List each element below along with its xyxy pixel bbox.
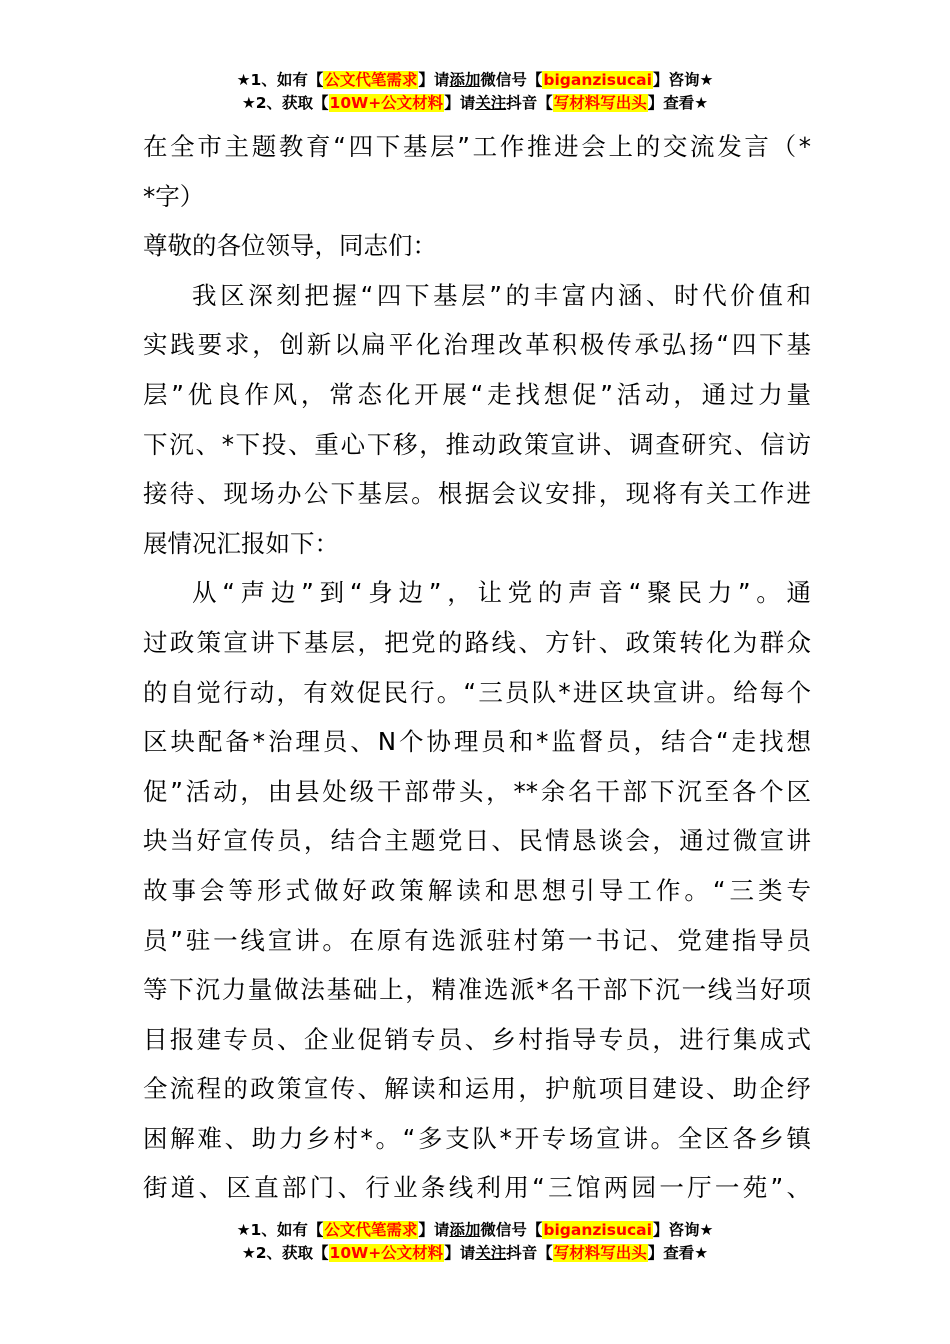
text-line: 实践要求，创新以扁平化治理改革积极传承弘扬“四下基 xyxy=(143,330,811,360)
text-line: 区块配备*治理员、N个协理员和*监督员，结合“走找想 xyxy=(143,727,811,757)
banner-line-2: ★2、获取【10W+公文材料】请关注抖音【写材料写出头】查看★ xyxy=(241,94,709,112)
paragraph-intro xyxy=(143,271,811,569)
banner-douyin-name: 写材料写出头 xyxy=(553,1244,647,1262)
text-line: 困解难、助力乡村*。“多支队*开专场宣讲。全区各乡镇 xyxy=(143,1123,811,1153)
banner-highlight: 10W+公文材料 xyxy=(329,94,444,112)
title-line: 在全市主题教育“四下基层”工作推进会上的交流发言（* xyxy=(143,132,811,161)
paragraph-policy xyxy=(143,568,811,1213)
title-line: *字） xyxy=(143,181,205,211)
text-line: 过政策宣讲下基层，把党的路线、方针、政策转化为群众 xyxy=(143,627,811,657)
banner-line-1: ★1、如有【公文代笔需求】请添加微信号【biganzisucai】咨询★ xyxy=(236,71,714,89)
text-line: 街道、区直部门、行业条线利用“三馆两园一厅一苑”、 xyxy=(143,1173,811,1203)
document-title xyxy=(143,122,811,221)
text-line: 接待、现场办公下基层。根据会议安排，现将有关工作进 xyxy=(143,479,811,509)
banner-line-2: ★2、获取【10W+公文材料】请关注抖音【写材料写出头】查看★ xyxy=(241,1244,709,1262)
banner-highlight: 公文代笔需求 xyxy=(324,71,418,89)
text-line: 展情况汇报如下： xyxy=(143,528,339,558)
banner-highlight: 10W+公文材料 xyxy=(329,1244,444,1262)
banner-wechat-id: biganzisucai xyxy=(543,1221,652,1239)
text-line: 层”优良作风，常态化开展“走找想促”活动，通过力量 xyxy=(143,379,811,409)
header-banner xyxy=(0,69,950,115)
banner-douyin-name: 写材料写出头 xyxy=(553,94,647,112)
salutation: 尊敬的各位领导，同志们： xyxy=(143,231,437,261)
text-line: 全流程的政策宣传、解读和运用，护航项目建设、助企纾 xyxy=(143,1074,811,1104)
banner-line-1: ★1、如有【公文代笔需求】请添加微信号【biganzisucai】咨询★ xyxy=(236,1221,714,1239)
text-line: 等下沉力量做法基础上，精准选派*名干部下沉一线当好项 xyxy=(143,975,811,1005)
text-line: 目报建专员、企业促销专员、乡村指导专员，进行集成式 xyxy=(143,1024,811,1054)
document-body xyxy=(143,122,811,1213)
footer-banner xyxy=(0,1219,950,1265)
banner-highlight: 公文代笔需求 xyxy=(324,1221,418,1239)
text-line: 下沉、*下投、重心下移，推动政策宣讲、调查研究、信访 xyxy=(143,429,811,459)
text-line: 故事会等形式做好政策解读和思想引导工作。“三类专 xyxy=(143,875,811,905)
banner-wechat-id: biganzisucai xyxy=(543,71,652,89)
text-line: 的自觉行动，有效促民行。“三员队*进区块宣讲。给每个 xyxy=(143,677,811,707)
text-line: 块当好宣传员，结合主题党日、民情恳谈会，通过微宣讲 xyxy=(143,826,811,856)
text-line: 从“声边”到“身边”，让党的声音“聚民力”。通 xyxy=(192,578,811,608)
text-line: 促”活动，由县处级干部带头，**余名干部下沉至各个区 xyxy=(143,776,811,806)
text-line: 员”驻一线宣讲。在原有选派驻村第一书记、党建指导员 xyxy=(143,925,811,955)
text-line: 我区深刻把握“四下基层”的丰富内涵、时代价值和 xyxy=(192,280,811,310)
